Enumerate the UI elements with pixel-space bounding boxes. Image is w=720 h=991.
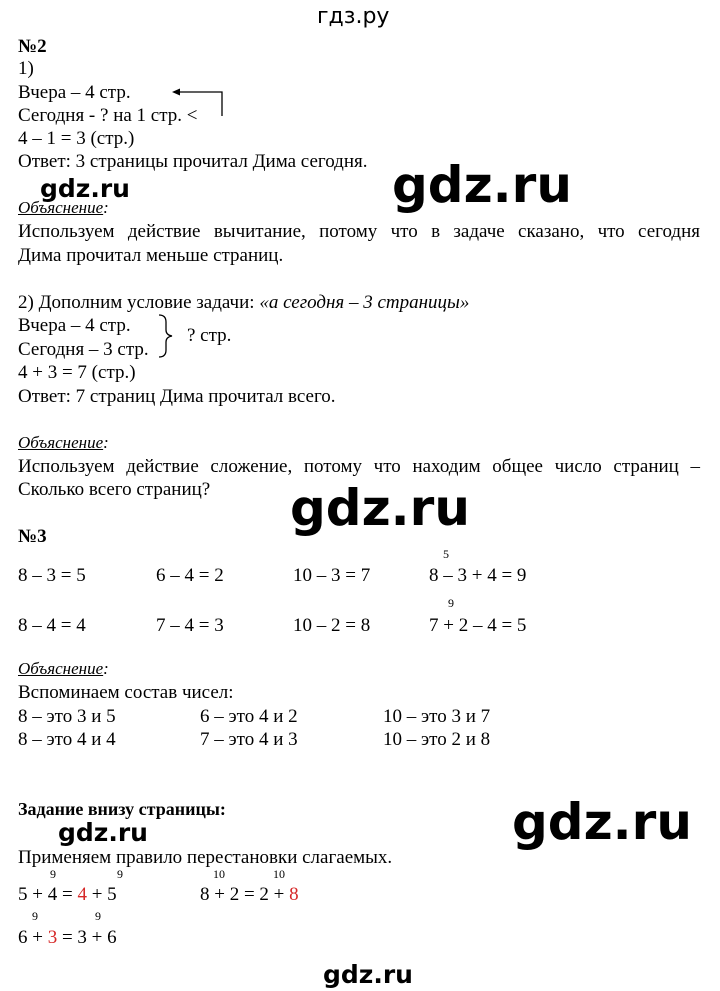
sum-label: 9: [95, 909, 101, 923]
brace-question-label: ? стр.: [187, 325, 232, 346]
site-header[interactable]: гдз.ру: [317, 4, 390, 29]
watermark: gdz.ru: [58, 818, 148, 847]
explanation-text: Используем действие вычитание, потому что в задаче сказано, что сегодня: [18, 221, 700, 242]
watermark: gdz.ru: [40, 174, 130, 203]
expression: 8 – 3 = 5: [18, 565, 86, 586]
watermark: gdz.ru: [392, 156, 572, 214]
explanation-text: Используем действие сложение, потому что находим общее число страниц –: [18, 456, 700, 477]
task2-part2-intro: 2) Дополним условие задачи: «а сегодня – 3 страницы»: [18, 292, 470, 313]
curly-brace: [157, 313, 177, 359]
expression: 10 – 3 = 7: [293, 565, 371, 586]
comparison-arrow: [170, 82, 230, 122]
condition-line-today: Сегодня - ? на 1 стр. <: [18, 105, 198, 126]
condition-line-yesterday: Вчера – 4 стр.: [18, 82, 131, 103]
task2-title: №2: [18, 36, 47, 57]
watermark: gdz.ru: [290, 479, 470, 537]
explanation-label: Объяснение:: [18, 659, 109, 678]
condition-line-today: Сегодня – 3 стр.: [18, 339, 149, 360]
watermark: gdz.ru: [512, 793, 692, 851]
number-composition: 8 – это 4 и 4: [18, 729, 116, 750]
explanation-text: Дима прочитал меньше страниц.: [18, 245, 284, 266]
number-composition: 8 – это 3 и 5: [18, 706, 116, 727]
number-composition: 6 – это 4 и 2: [200, 706, 298, 727]
expression: 7 + 2 – 4 = 5: [429, 615, 527, 636]
solution-equation: 4 + 3 = 7 (стр.): [18, 362, 136, 383]
intermediate-result: 5: [443, 547, 449, 561]
equation: 5 + 4 = 4 + 5: [18, 884, 117, 905]
expression: 8 – 3 + 4 = 9: [429, 565, 527, 586]
rule-text: Применяем правило перестановки слагаемых.: [18, 847, 393, 868]
bottom-task-title: Задание внизу страницы:: [18, 799, 226, 819]
answer-text: Ответ: 3 страницы прочитал Дима сегодня.: [18, 151, 368, 172]
task3-title: №3: [18, 526, 47, 547]
number-composition: 10 – это 2 и 8: [383, 729, 491, 750]
explanation-text: Вспоминаем состав чисел:: [18, 682, 234, 703]
sum-label: 10: [273, 867, 285, 881]
sum-label: 9: [117, 867, 123, 881]
watermark: gdz.ru: [323, 960, 413, 989]
explanation-text: Сколько всего страниц?: [18, 479, 211, 500]
condition-line-yesterday: Вчера – 4 стр.: [18, 315, 131, 336]
explanation-label: Объяснение:: [18, 198, 109, 217]
equation: 6 + 3 = 3 + 6: [18, 927, 117, 948]
sum-label: 9: [32, 909, 38, 923]
answer-text: Ответ: 7 страниц Дима прочитал всего.: [18, 386, 336, 407]
number-composition: 7 – это 4 и 3: [200, 729, 298, 750]
expression: 10 – 2 = 8: [293, 615, 371, 636]
expression: 8 – 4 = 4: [18, 615, 86, 636]
intermediate-result: 9: [448, 596, 454, 610]
equation: 8 + 2 = 2 + 8: [200, 884, 299, 905]
expression: 6 – 4 = 2: [156, 565, 224, 586]
task2-part1-number: 1): [18, 58, 34, 79]
expression: 7 – 4 = 3: [156, 615, 224, 636]
number-composition: 10 – это 3 и 7: [383, 706, 491, 727]
explanation-label: Объяснение:: [18, 433, 109, 452]
sum-label: 9: [50, 867, 56, 881]
sum-label: 10: [213, 867, 225, 881]
solution-equation: 4 – 1 = 3 (стр.): [18, 128, 135, 149]
